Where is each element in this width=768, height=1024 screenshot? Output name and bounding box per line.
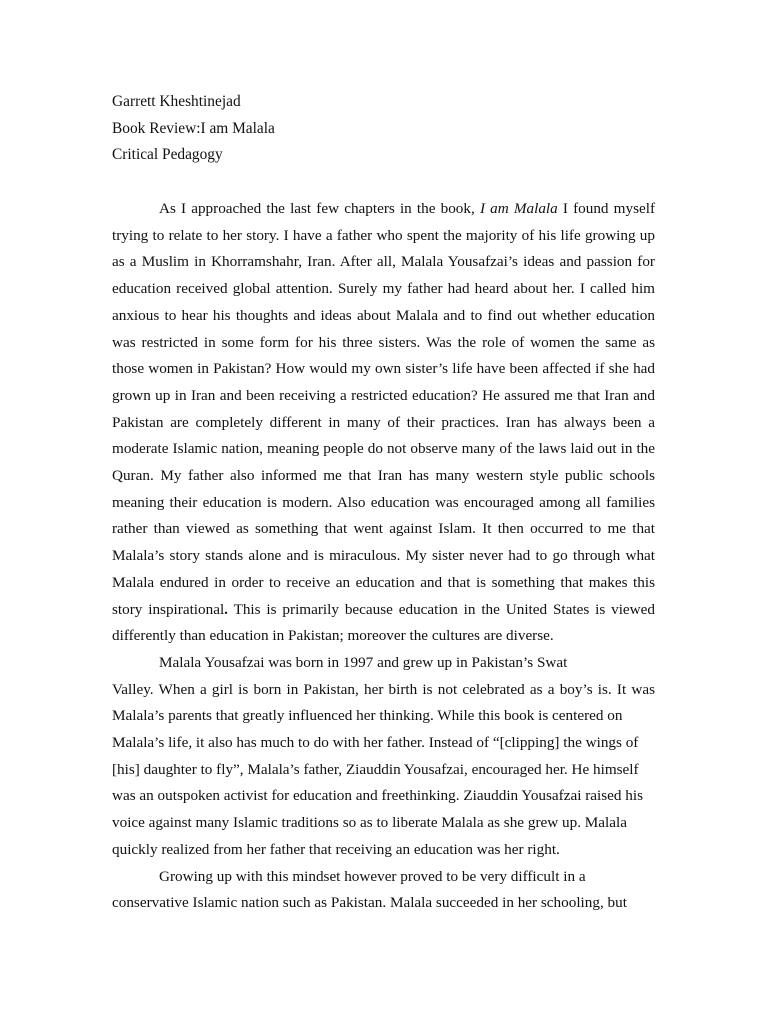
bold-period: . (224, 600, 228, 618)
course-name: Critical Pedagogy (112, 146, 223, 164)
book-title: I am Malala (479, 200, 558, 217)
paragraph-3 (112, 864, 655, 917)
paragraph-line: quickly realized from her father that receiving an education was her right. (112, 840, 560, 858)
paragraph-text: I found myself trying to relate to her story. I have a father who spent the majority of his life growing up as a Muslim in Khorramshahr, Iran. After all, Malala Yousafzai’s ideas and passion for education received global attention. Surely my father had heard about her. I called him anxious to hear his thoughts and ideas about Malala and to find out whether education was restricted in some form for his three sisters. Was the role of women the same as those women in Pakistan? How would my own sister’s life have been affected if she had grown up in Iran and been receiving a restricted education? He assured me that Iran and Pakistan are completely different in many of their practices. Iran has always been a moderate Islamic nation, meaning people do not observe many of the laws laid out in the Quran. My father also informed me that Iran has many western style public schools meaning their education is modern. Also education was encouraged among all families rather than viewed as something that went against Islam. It then occurred to me that Malala’s story stands alone and is miraculous. My sister never had to go through what Malala endured in order to receive an education and that is something that makes this story inspirational (112, 200, 655, 618)
document-body (112, 196, 655, 917)
paragraph-2 (112, 650, 655, 864)
author-name: Garrett Kheshtinejad (112, 93, 241, 110)
paragraph-line: Malala’s parents that greatly influenced her thinking. While this book is centered on (112, 707, 623, 725)
paragraph-line: Valley. When a girl is born in Pakistan, her birth is not celebrated as a boy’s is. It was (112, 680, 655, 698)
paragraph-line: conservative Islamic nation such as Pakistan. Malala succeeded in her schooling, but (112, 894, 627, 912)
paragraph-line: Growing up with this mindset however proved to be very difficult in a (159, 867, 586, 885)
paragraph-text: This is primarily because education in the United States is viewed differently than education in Pakistan; moreover the cultures are diverse. (112, 600, 655, 645)
document-header (112, 89, 275, 169)
paragraph-line: [his] daughter to fly”, Malala’s father, Ziauddin Yousafzai, encouraged her. He himself (112, 760, 639, 778)
paragraph-line: Malala Yousafzai was born in 1997 and grew up in Pakistan’s Swat (159, 653, 568, 671)
paragraph-text: As I approached the last few chapters in the book, (159, 200, 480, 217)
paragraph-1 (112, 196, 655, 650)
document-title: Book Review:I am Malala (112, 119, 275, 137)
paragraph-line: voice against many Islamic traditions so as to liberate Malala as she grew up. Malala (112, 814, 627, 832)
paragraph-line: Malala’s life, it also has much to do with her father. Instead of “[clipping] the wings of (112, 734, 639, 752)
paragraph-line: was an outspoken activist for education and freethinking. Ziauddin Yousafzai raised his (112, 787, 644, 805)
